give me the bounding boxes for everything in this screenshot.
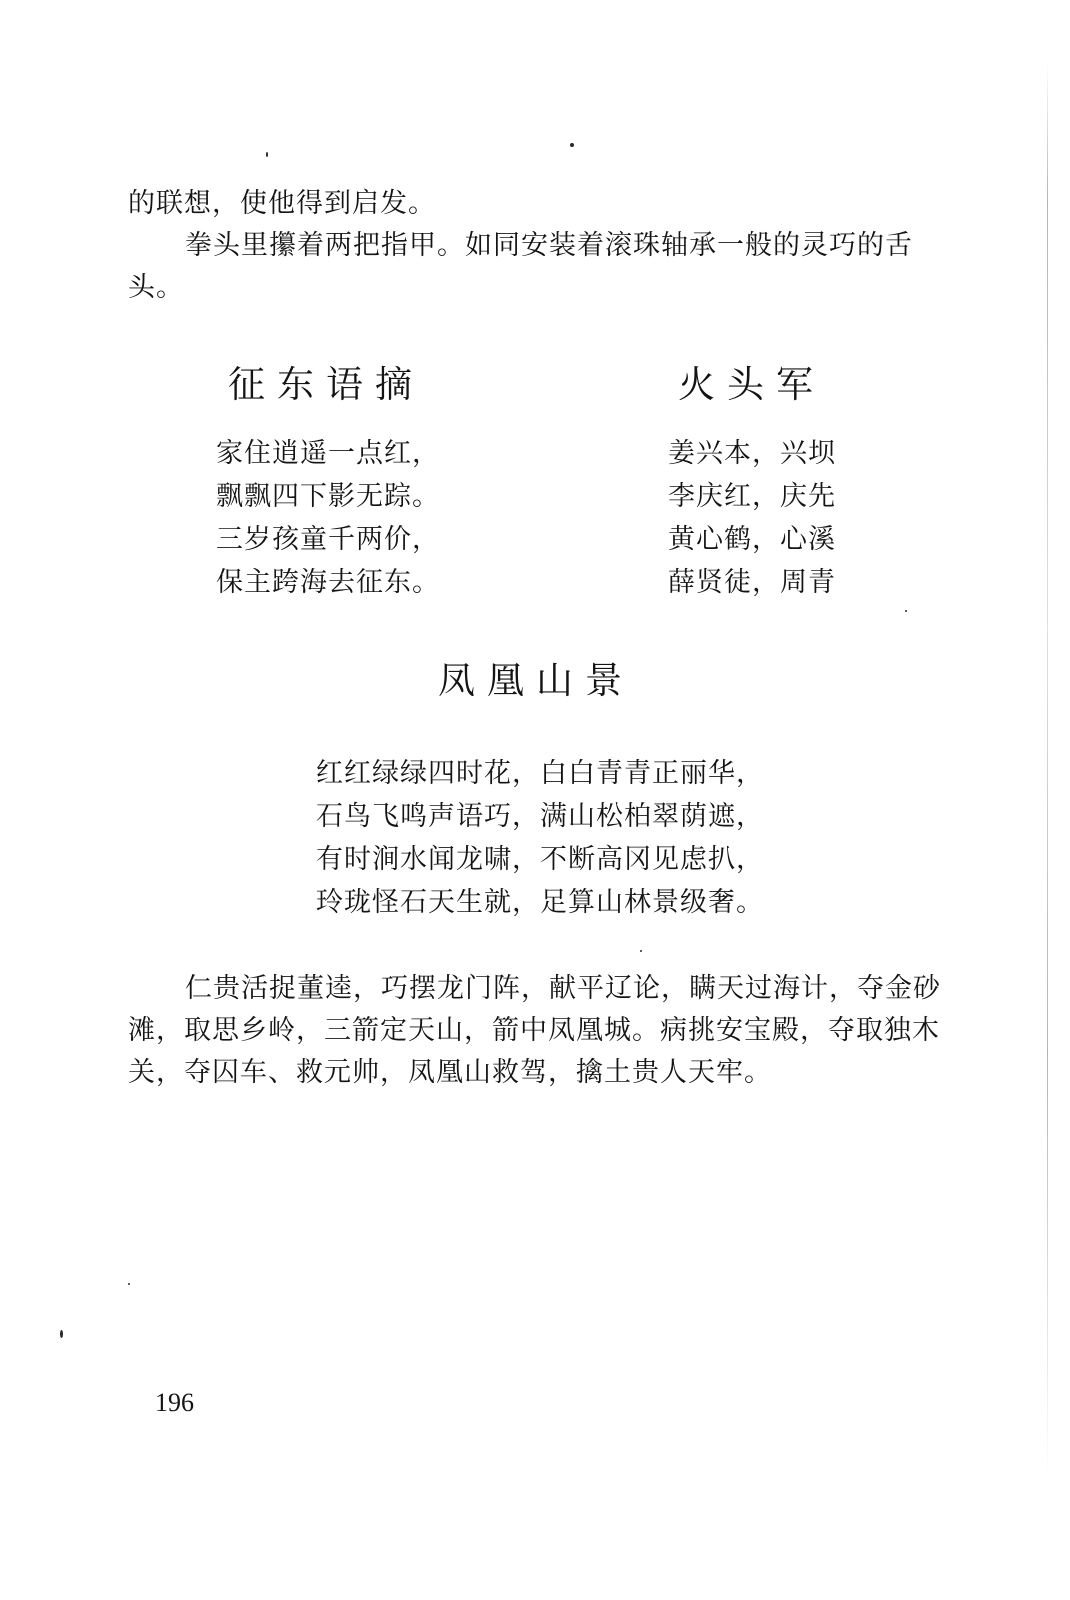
poem-line: 石鸟飞鸣声语巧，满山松柏翠荫遮， <box>316 801 764 832</box>
scan-speck <box>128 1283 130 1285</box>
intro-text <box>128 183 948 309</box>
verse-line: 飘飘四下影无踪。 <box>216 481 440 512</box>
page-number: 196 <box>155 1388 194 1417</box>
scan-speck <box>905 610 907 612</box>
poem-line: 红红绿绿四时花，白白青青正丽华， <box>316 758 764 789</box>
verse-line: 保主跨海去征东。 <box>216 567 440 598</box>
paragraph-line: 滩，取思乡岭，三箭定天山，箭中凤凰城。病挑安宝殿，夺取独木 <box>128 1015 940 1046</box>
scan-speck <box>640 950 642 952</box>
verse-zhengdong <box>216 432 440 604</box>
section-title-zhengdong: 征东语摘 <box>228 363 424 406</box>
section-title-huotoujun: 火头军 <box>678 363 825 406</box>
intro-line-2: 拳头里攥着两把指甲。如同安装着滚珠轴承一般的灵巧的舌 <box>185 230 913 261</box>
intro-line-1: 的联想，使他得到启发。 <box>128 188 436 219</box>
paragraph-line: 仁贵活捉董逵，巧摆龙门阵，献平辽论，瞒天过海计，夺金砂 <box>185 973 941 1004</box>
verse-line: 三岁孩童千两价， <box>216 524 440 555</box>
scan-speck <box>60 1330 63 1338</box>
verse-line: 家住逍遥一点红， <box>216 438 440 469</box>
poem-line: 有时涧水闻龙啸，不断高冈见虑扒， <box>316 844 764 875</box>
list-item: 姜兴本，兴坝 <box>668 438 836 469</box>
section-title-fenghuang: 凤凰山景 <box>438 659 634 702</box>
list-item: 薛贤徒，周青 <box>668 567 836 598</box>
list-item: 李庆红，庆先 <box>668 481 836 512</box>
poem-fenghuang <box>316 752 764 924</box>
intro-line-3: 头。 <box>128 272 184 303</box>
scan-speck <box>570 143 574 147</box>
page-edge-shadow <box>1047 60 1048 1480</box>
list-huotoujun <box>668 432 836 604</box>
poem-line: 玲珑怪石天生就，足算山林景级奢。 <box>316 887 764 918</box>
list-item: 黄心鹤，心溪 <box>668 524 836 555</box>
fenghuang-paragraph <box>128 968 948 1094</box>
scan-speck <box>266 152 268 157</box>
paragraph-line: 关，夺囚车、救元帅，凤凰山救驾，擒土贵人天牢。 <box>128 1057 772 1088</box>
